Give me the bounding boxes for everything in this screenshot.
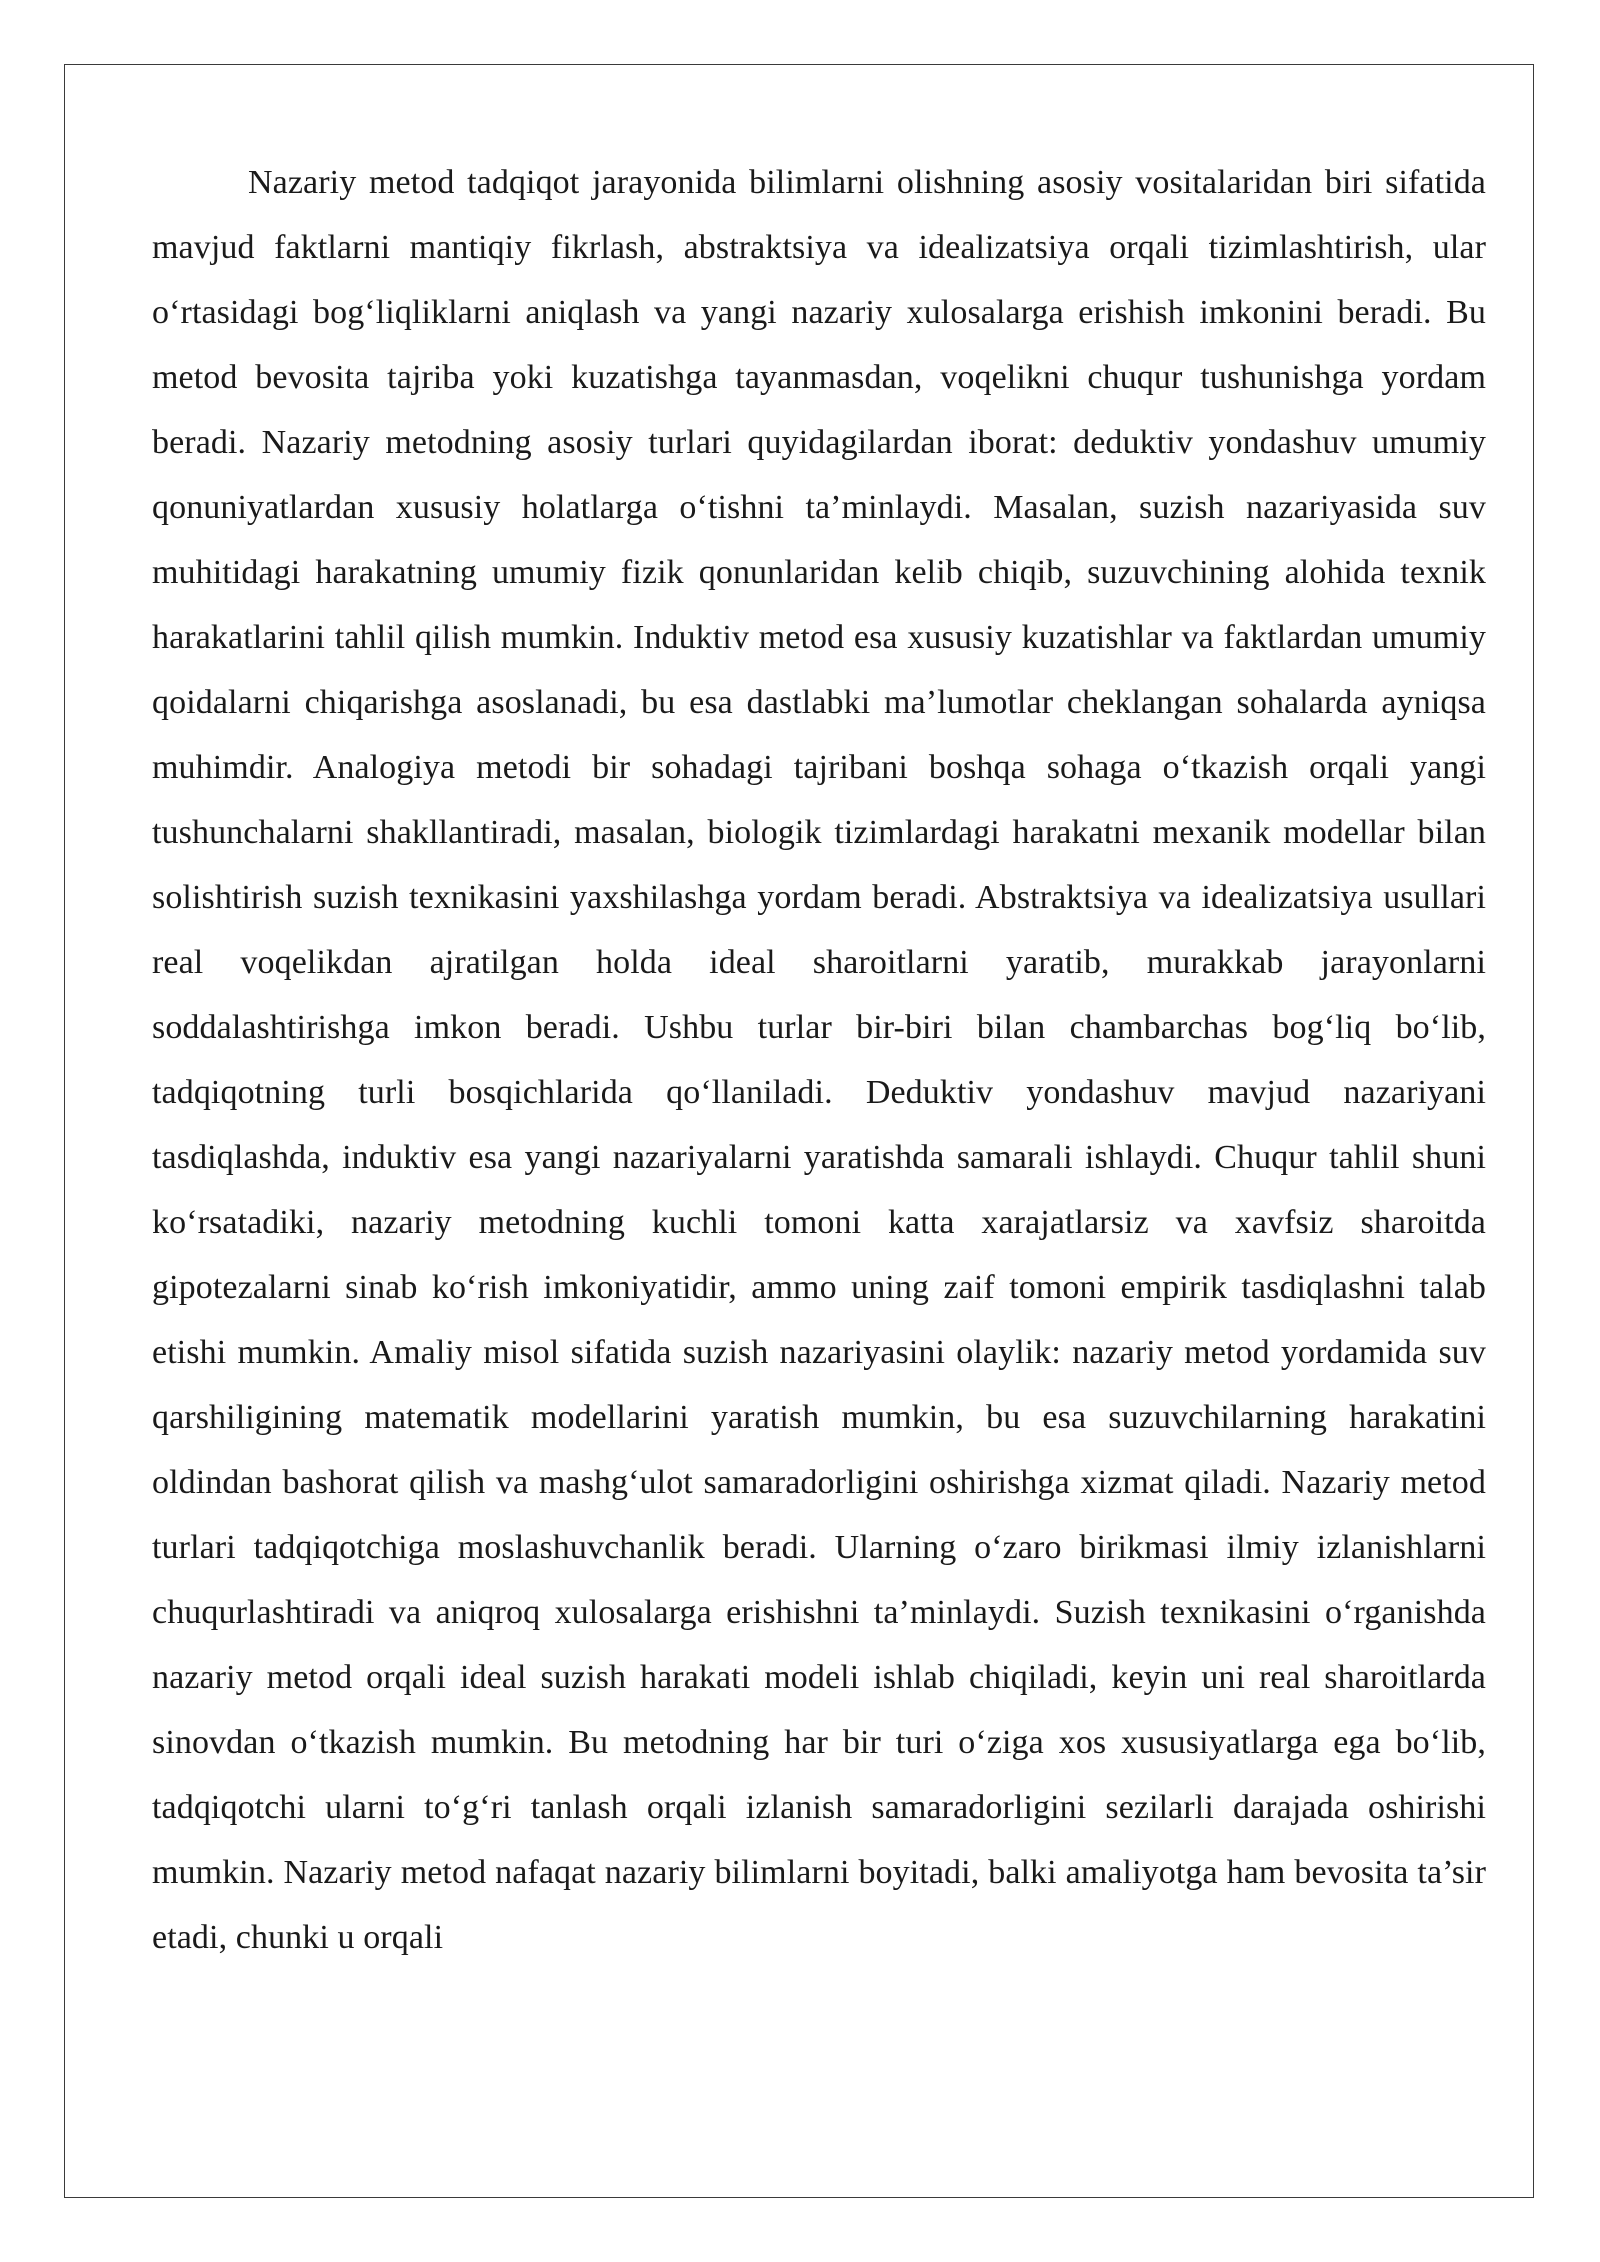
body-paragraph: Nazariy metod tadqiqot jarayonida bilimlarni olishning asosiy vositalaridan biri sifatida mavjud faktlarni mantiqiy fikrlash, abstraktsiya va idealizatsiya orqali tizimlashtirish, ular o‘rtasidagi bog‘liqliklarni aniqlash va yangi nazariy xulosalarga erishish imkonini beradi. Bu metod bevosita tajriba yoki kuzatishga tayanmasdan, voqelikni chuqur tushunishga yordam beradi. Nazariy metodning asosiy turlari quyidagilardan iborat: deduktiv yondashuv umumiy qonuniyatlardan xususiy holatlarga o‘tishni ta’minlaydi. Masalan, suzish nazariyasida suv muhitidagi harakatning umumiy fizik qonunlaridan kelib chiqib, suzuvchining alohida texnik harakatlarini tahlil qilish mumkin. Induktiv metod esa xususiy kuzatishlar va faktlardan umumiy qoidalarni chiqarishga asoslanadi, bu esa dastlabki ma’lumotlar cheklangan sohalarda ayniqsa muhimdir. Analogiya metodi bir sohadagi tajribani boshqa sohaga o‘tkazish orqali yangi tushunchalarni shakllantiradi, masalan, biologik tizimlardagi harakatni mexanik modellar bilan solishtirish suzish texnikasini yaxshilashga yordam beradi. Abstraktsiya va idealizatsiya usullari real voqelikdan ajratilgan holda ideal sharoitlarni yaratib, murakkab jarayonlarni soddalashtirishga imkon beradi. Ushbu turlar bir-biri bilan chambarchas bog‘liq bo‘lib, tadqiqotning turli bosqichlarida qo‘llaniladi. Deduktiv yondashuv mavjud nazariyani tasdiqlashda, induktiv esa yangi nazariyalarni yaratishda samarali ishlaydi. Chuqur tahlil shuni ko‘rsatadiki, nazariy metodning kuchli tomoni katta xarajatlarsiz va xavfsiz sharoitda gipotezalarni sinab ko‘rish imkoniyatidir, ammo uning zaif tomoni empirik tasdiqlashni talab etishi mumkin. Amaliy misol sifatida suzish nazariyasini olaylik: nazariy metod yordamida suv qarshiligining matematik modellarini yaratish mumkin, bu esa suzuvchilarning harakatini oldindan bashorat qilish va mashg‘ulot samaradorligini oshirishga xizmat qiladi. Nazariy metod turlari tadqiqotchiga moslashuvchanlik beradi. Ularning o‘zaro birikmasi ilmiy izlanishlarni chuqurlashtiradi va aniqroq xulosalarga erishishni ta’minlaydi. Suzish texnikasini o‘rganishda nazariy metod orqali ideal suzish harakati modeli ishlab chiqiladi, keyin uni real sharoitlarda sinovdan o‘tkazish mumkin. Bu metodning har bir turi o‘ziga xos xususiyatlarga ega bo‘lib, tadqiqotchi ularni to‘g‘ri tanlash orqali izlanish samaradorligini sezilarli darajada oshirishi mumkin. Nazariy metod nafaqat nazariy bilimlarni boyitadi, balki amaliyotga ham bevosita ta’sir etadi, chunki u orqali (152, 164, 1486, 1956)
